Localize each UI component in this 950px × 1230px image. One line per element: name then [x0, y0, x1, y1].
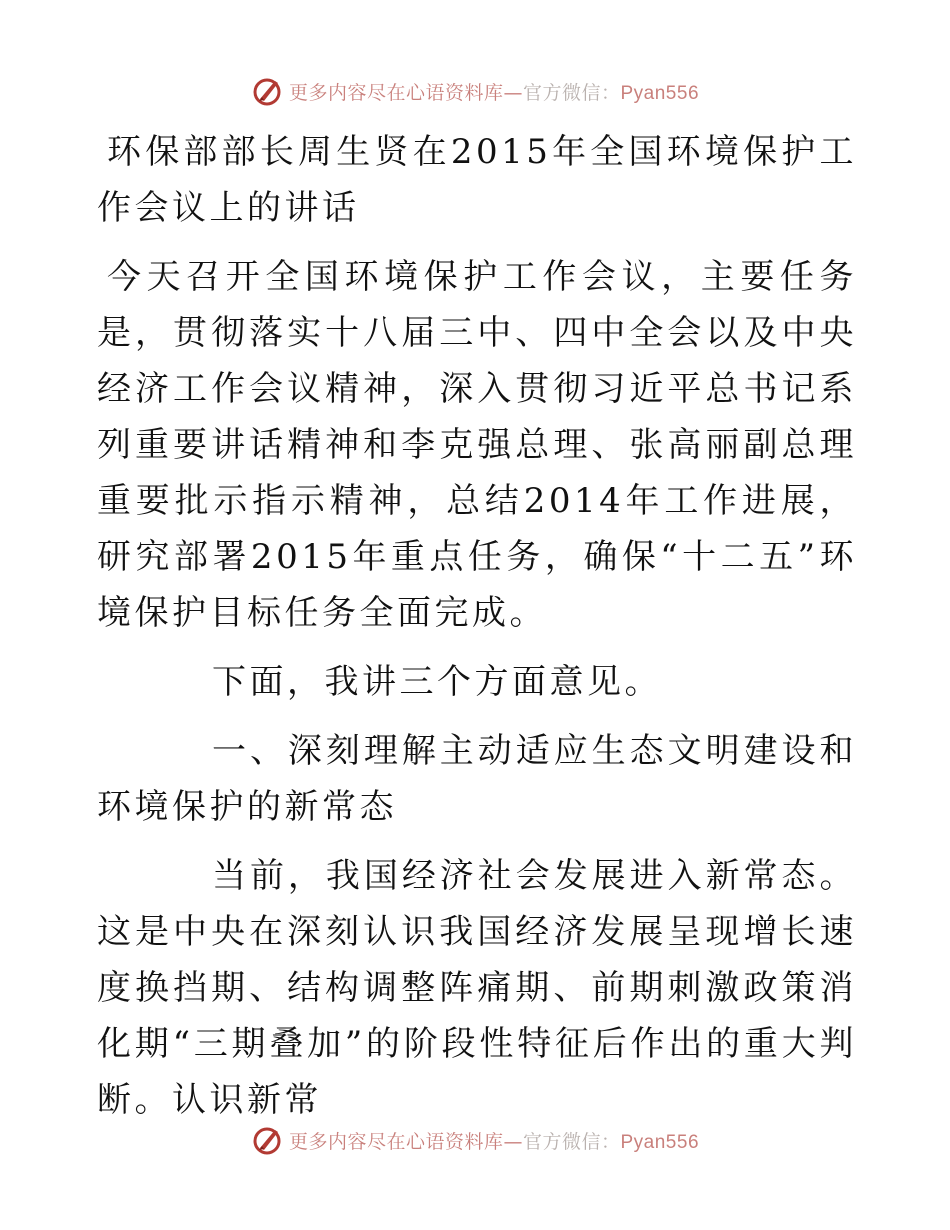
footer-banner [0, 1120, 950, 1160]
header-wechat-label: 官方微信： [522, 81, 621, 104]
document-title: 环保部部长周生贤在2015年全国环境保护工作会议上的讲话 [97, 132, 857, 228]
footer-banner-text [289, 1127, 699, 1154]
footer-separator: — [503, 1130, 523, 1153]
paragraph: 下面，我讲三个方面意见。 [212, 662, 662, 702]
quill-logo-icon [251, 75, 283, 107]
paragraph: 今天召开全国环境保护工作会议，主要任务是，贯彻落实十八届三中、四中全会以及中央经济工作会议精神，深入贯彻习近平总书记系列重要讲话精神和李克强总理、张高丽副总理重要批示指示精神，总结2014年工作进展，研究部署2015年重点任务，确保“十二五”环境保护目标任务全面完成。 [97, 257, 857, 633]
header-banner-text [289, 78, 699, 105]
header-wechat-id: Pyan556 [620, 82, 700, 104]
quill-logo-icon [251, 1124, 283, 1156]
document-body [97, 124, 857, 1141]
header-site-text: 更多内容尽在心语资料库 [288, 81, 504, 104]
footer-wechat-id: Pyan556 [620, 1131, 700, 1153]
footer-site-text: 更多内容尽在心语资料库 [288, 1130, 504, 1153]
header-banner [0, 71, 950, 111]
header-separator: — [503, 81, 523, 104]
paragraph: 当前，我国经济社会发展进入新常态。这是中央在深刻认识我国经济发展呈现增长速度换挡期、结构调整阵痛期、前期刺激政策消化期“三期叠加”的阶段性特征后作出的重大判断。认识新常 [97, 856, 857, 1120]
footer-wechat-label: 官方微信： [522, 1130, 621, 1153]
section-heading: 一、深刻理解主动适应生态文明建设和环境保护的新常态 [97, 731, 857, 827]
